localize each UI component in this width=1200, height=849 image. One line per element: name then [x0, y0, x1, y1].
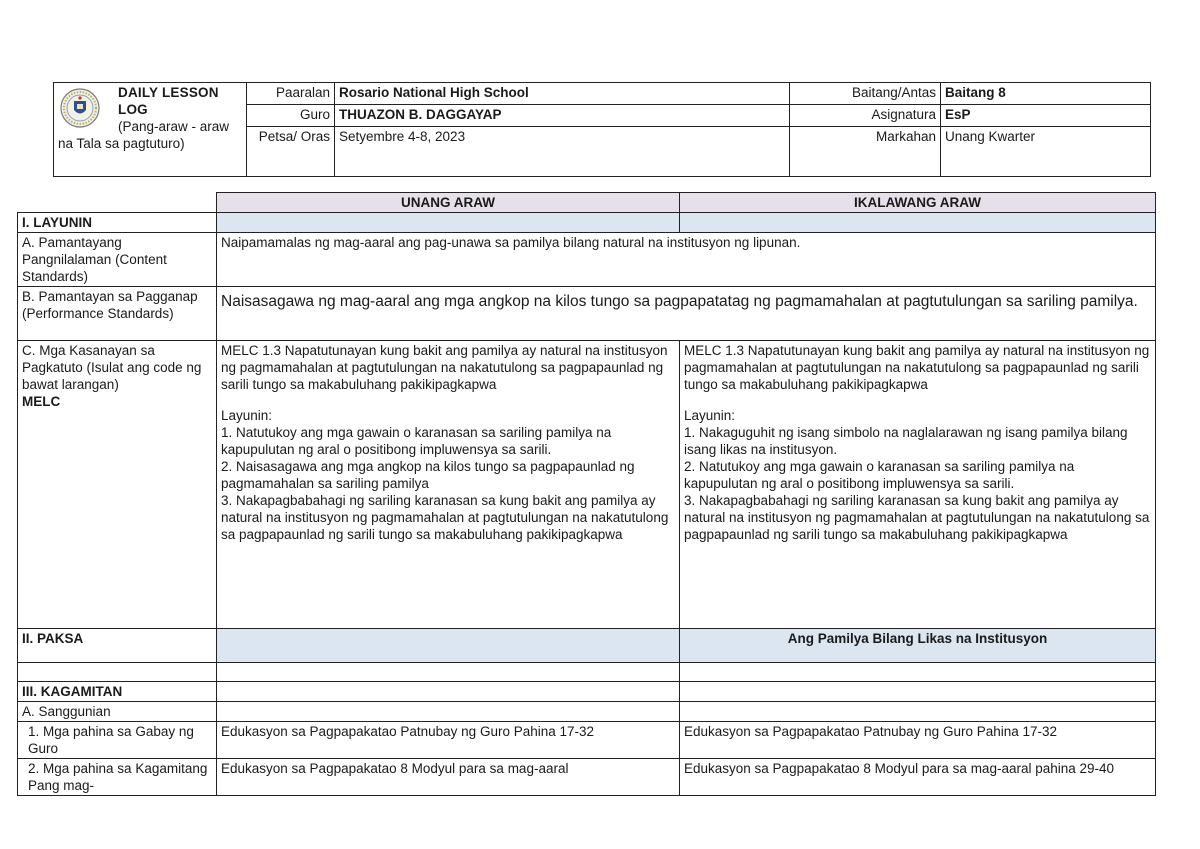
asignatura-label: Asignatura [790, 105, 941, 127]
section-layunin: I. LAYUNIN [18, 213, 217, 233]
empty-row-label [18, 663, 217, 682]
kagamitan-day1 [217, 682, 680, 702]
asignatura-value: EsP [941, 105, 1151, 127]
header-table [53, 82, 1151, 177]
kagamitan-pahina-day2: Edukasyon sa Pagpapakatao 8 Modyul para sa mag-aaral pahina 29-40 [680, 759, 1156, 796]
competencies-day1 [217, 341, 680, 629]
kagamitan-pahina-day1: Edukasyon sa Pagpapakatao 8 Modyul para sa mag-aaral [217, 759, 680, 796]
markahan-value: Unang Kwarter [941, 127, 1151, 177]
competencies-label-text: C. Mga Kasanayan sa Pagkatuto (Isulat ang code ng bawat larangan) [22, 343, 202, 392]
paaralan-value: Rosario National High School [335, 83, 790, 105]
sanggunian-day1 [217, 702, 680, 722]
paaralan-label: Paaralan [247, 83, 335, 105]
empty-row-day1 [217, 663, 680, 682]
layunin-sub-day2: Layunin: [684, 408, 736, 423]
gabay-day2: Edukasyon sa Pagpapakatao Patnubay ng Guro Pahina 17-32 [680, 722, 1156, 759]
layunin-sub-day1: Layunin: [221, 408, 273, 423]
layunin-day2 [680, 213, 1156, 233]
objective-day1-1: 1. Natutukoy ang mga gawain o karanasan sa sariling pamilya na kapupulutan ng aral o positibong impluwensya sa sarili. [221, 425, 612, 457]
layunin-day1 [217, 213, 680, 233]
markahan-label: Markahan [790, 127, 941, 177]
objective-day2-2: 2. Natutukoy ang mga gawain o karanasan sa sariling pamilya na kapupulutan ng aral o positibong impluwensya sa sarili. [684, 459, 1075, 491]
melc-label: MELC [22, 394, 61, 409]
col-header-day2: IKALAWANG ARAW [680, 193, 1156, 213]
competencies-label [18, 341, 217, 629]
empty-row-day2 [680, 663, 1156, 682]
gabay-day1: Edukasyon sa Pagpapakatao Patnubay ng Guro Pahina 17-32 [217, 722, 680, 759]
gabay-label: 1. Mga pahina sa Gabay ng Guro [18, 722, 217, 759]
content-standards-label: A. Pamantayang Pangnilalaman (Content Standards) [18, 233, 217, 287]
melc-day1: MELC 1.3 Napatutunayan kung bakit ang pamilya ay natural na institusyon ng pagmamahalan at pagtutulungan na nakatutulong sa pagpapaunlad ng sarili tungo sa makabuluhang pakikipagkapwa [221, 343, 668, 392]
sanggunian-label: A. Sanggunian [18, 702, 217, 722]
col-header-day1: UNANG ARAW [217, 193, 680, 213]
corner-blank [18, 193, 217, 213]
content-standards-text: Naipamamalas ng mag-aaral ang pag-unawa sa pamilya bilang natural na institusyon ng lipunan. [217, 233, 1156, 287]
objective-day1-3: 3. Nakapagbabahagi ng sariling karanasan sa kung bakit ang pamilya ay natural na institusyon ng pagmamahalan at pagtutulungan na nakatutulong sa pagpapaunlad ng sarili tungo sa makabuluhang pakikipagkapwa [221, 493, 669, 542]
competencies-day2 [680, 341, 1156, 629]
objective-day2-3: 3. Nakapagbabahagi ng sariling karanasan sa kung bakit ang pamilya ay natural na institusyon ng pagmamahalan at pagtutulungan na nakatutulong sa pagpapaunlad ng sarili tungo sa makabuluhang pakikipagkapwa [684, 493, 1150, 542]
section-kagamitan: III. KAGAMITAN [18, 682, 217, 702]
guro-value: THUAZON B. DAGGAYAP [335, 105, 790, 127]
sanggunian-day2 [680, 702, 1156, 722]
performance-standards-text: Naisasagawa ng mag-aaral ang mga angkop na kilos tungo sa pagpapatatag ng pagmamahalan at pagtutulungan sa sariling pamilya. [217, 287, 1156, 341]
lesson-table [17, 192, 1156, 796]
deped-seal-icon [60, 88, 100, 128]
kagamitan-pahina-label: 2. Mga pahina sa Kagamitang Pang mag- [18, 759, 217, 796]
baitang-label: Baitang/Antas [790, 83, 941, 105]
baitang-value: Baitang 8 [941, 83, 1151, 105]
kagamitan-day2 [680, 682, 1156, 702]
petsa-value: Setyembre 4-8, 2023 [335, 127, 790, 177]
paksa-day2: Ang Pamilya Bilang Likas na Institusyon [680, 629, 1156, 663]
melc-day2: MELC 1.3 Napatutunayan kung bakit ang pamilya ay natural na institusyon ng pagmamahalan at pagtutulungan na nakatutulong sa pagpapaunlad ng sarili tungo sa makabuluhang pakikipagkapwa [684, 343, 1150, 392]
objective-day2-1: 1. Nakaguguhit ng isang simbolo na naglalarawan ng isang pamilya bilang isang likas na institusyon. [684, 425, 1128, 457]
paksa-day1 [217, 629, 680, 663]
section-paksa: II. PAKSA [18, 629, 217, 663]
document-subtitle: (Pang-araw - araw na Tala sa pagtuturo) [58, 119, 230, 151]
petsa-label: Petsa/ Oras [247, 127, 335, 177]
guro-label: Guro [247, 105, 335, 127]
objective-day1-2: 2. Naisasagawa ang mga angkop na kilos tungo sa pagpapaunlad ng pagmamahalan sa sariling pamilya [221, 459, 635, 491]
logo-cell [54, 83, 247, 177]
performance-standards-label: B. Pamantayan sa Pagganap (Performance Standards) [18, 287, 217, 341]
document-title: DAILY LESSON LOG [118, 85, 219, 117]
